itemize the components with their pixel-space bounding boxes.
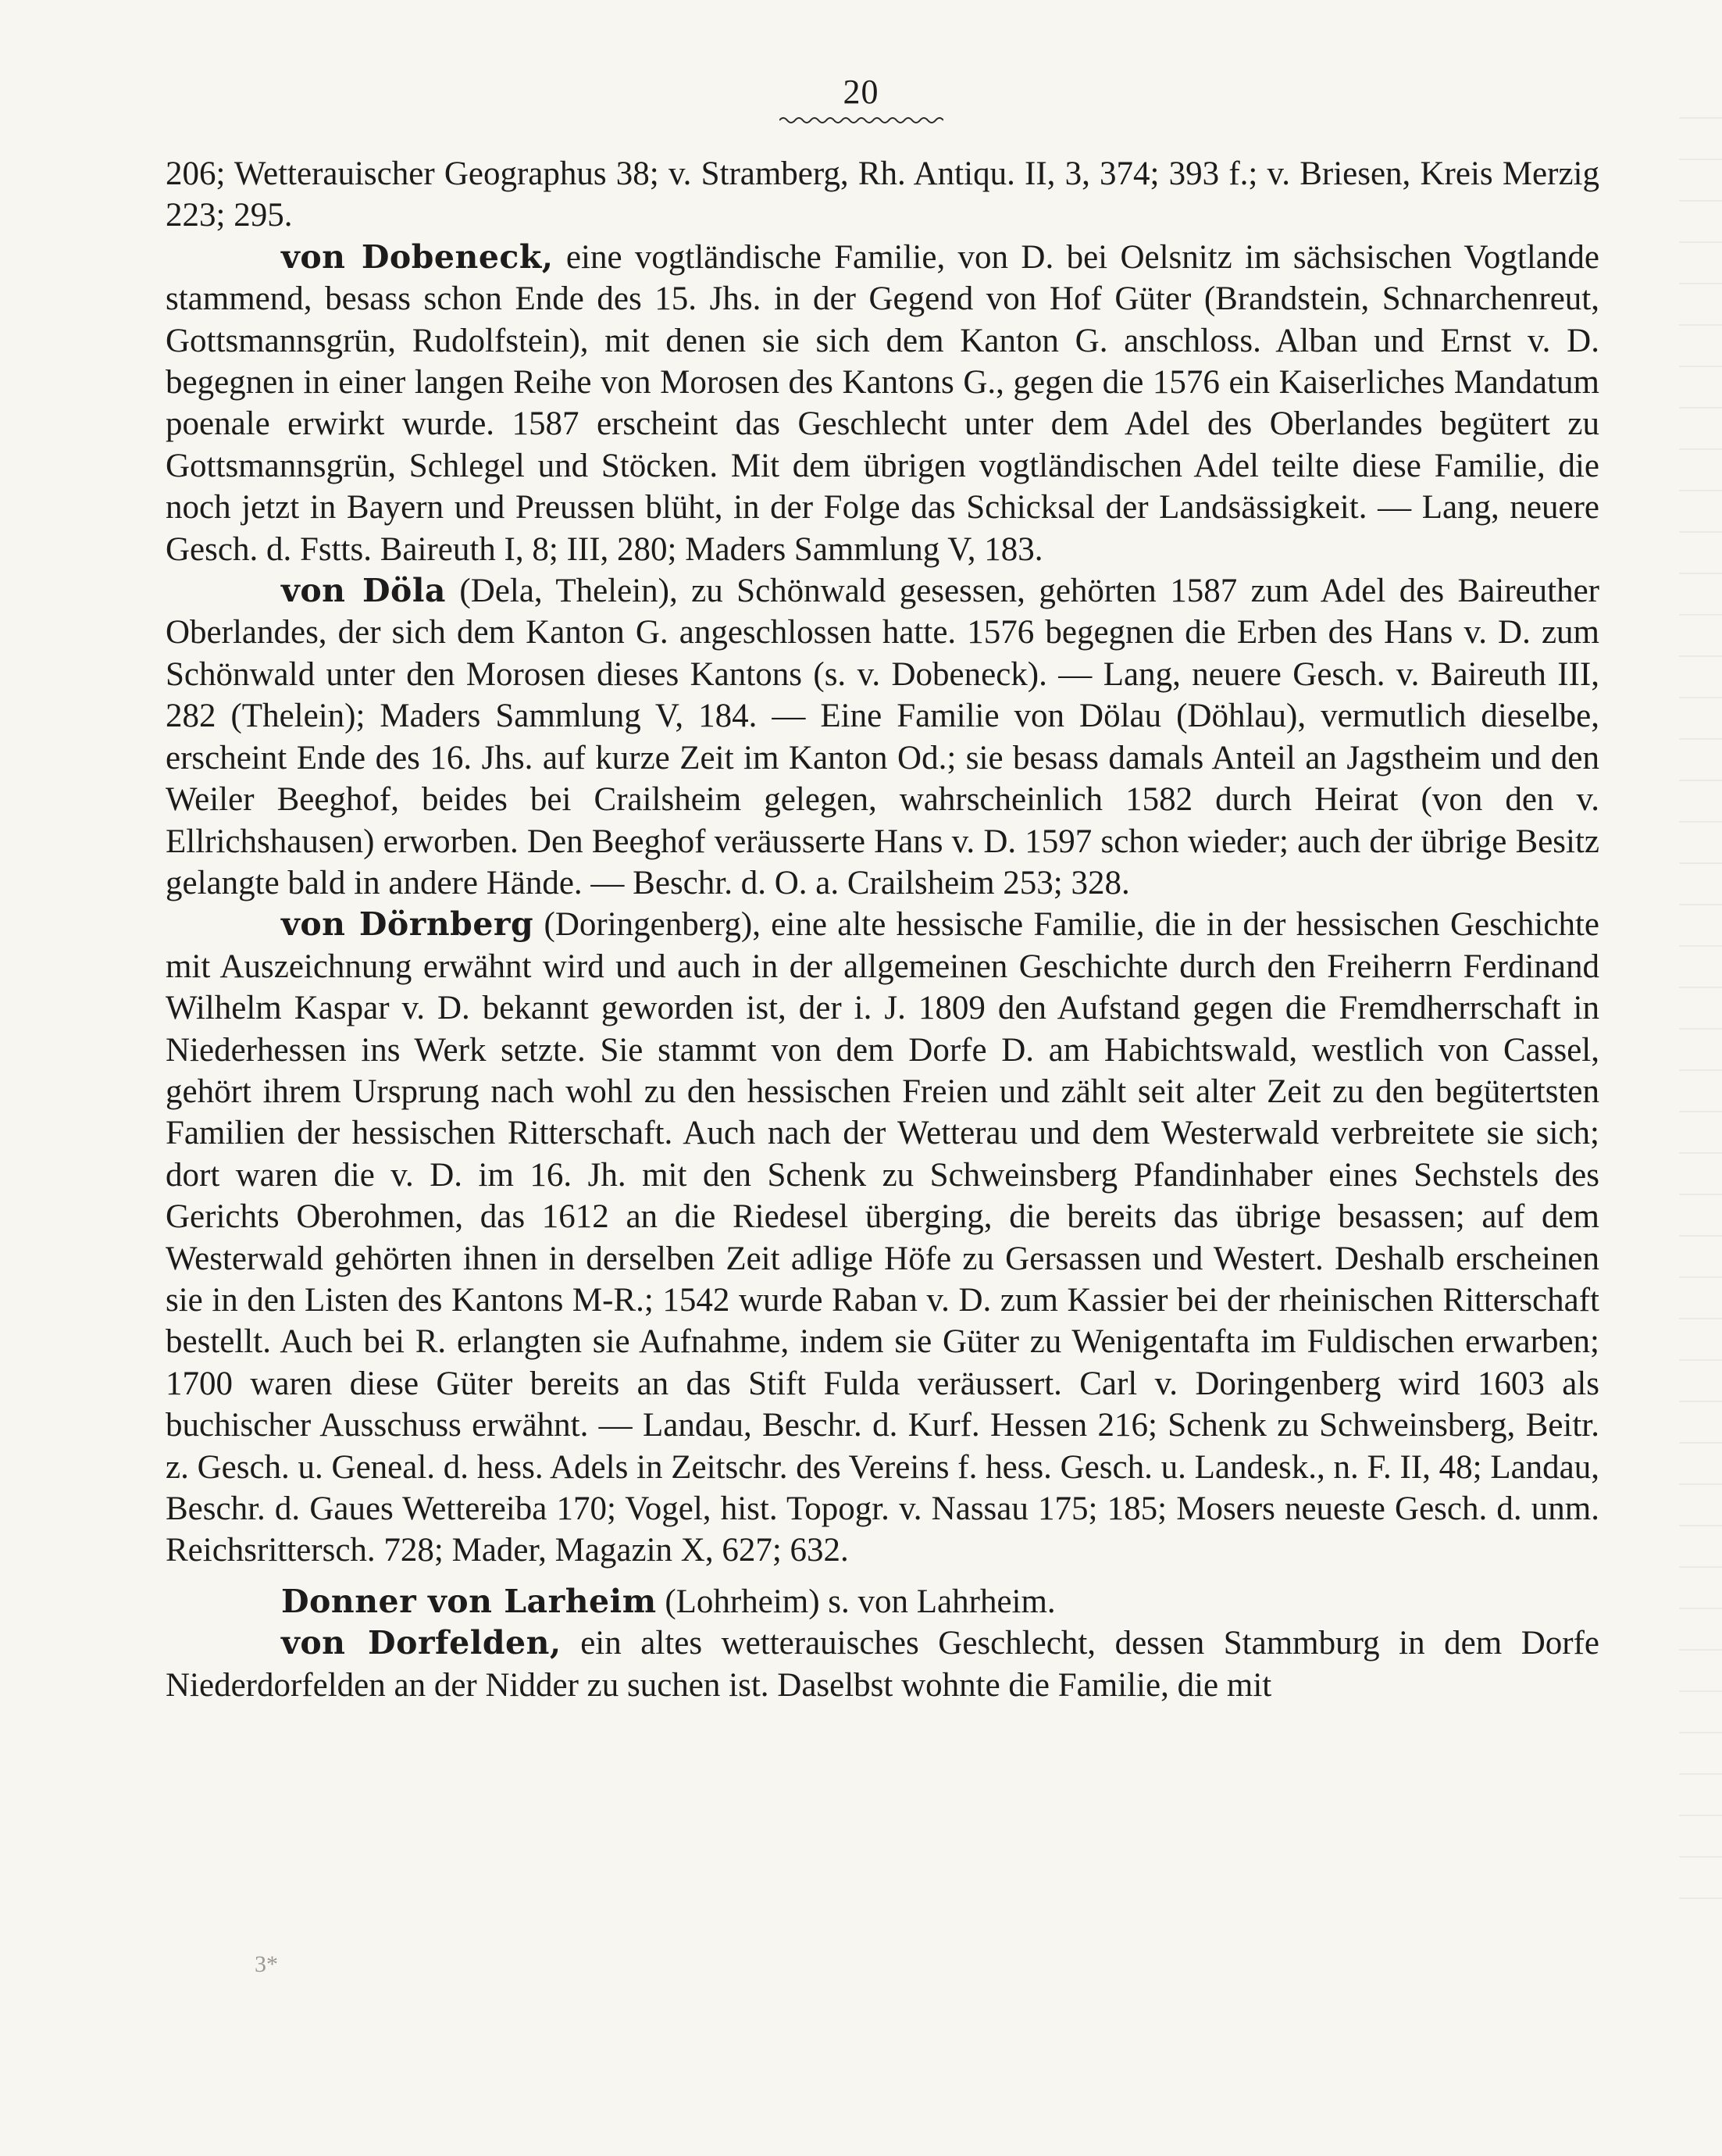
printer-signature: 3* xyxy=(255,1951,278,1977)
entry-headword: von Döla xyxy=(281,572,446,610)
show-through-texture xyxy=(1679,117,1722,1914)
entry-headword: Donner von Larheim xyxy=(281,1582,657,1620)
entry-continuation xyxy=(166,153,1599,237)
entry-donner-von-larheim xyxy=(166,1581,1599,1622)
entry-text: (Lohrheim) s. von Lahrheim. xyxy=(656,1583,1056,1620)
wavy-rule-ornament xyxy=(779,114,943,127)
page-header xyxy=(0,72,1722,127)
entry-von-doernberg xyxy=(166,904,1599,1572)
body-text xyxy=(166,153,1599,1706)
entry-von-dobeneck xyxy=(166,237,1599,570)
entry-headword: von Dorfelden, xyxy=(281,1624,562,1662)
entry-von-doela xyxy=(166,570,1599,904)
entry-text: (Doringenberg), eine alte hessische Familie, die in der hessischen Geschichte mit Auszeichnung erwähnt wird und auch in der allgemeinen Geschichte durch den Freiherrn Ferdinand Wilhelm Kaspar v. D. bekannt geworden ist, der i. J. 1809 den Aufstand gegen die Fremdherrschaft in Niederhessen ins Werk setzte. Sie stammt von dem Dorfe D. am Habichtswald, westlich von Cassel, gehört ihrem Ursprung nach wohl zu den hessischen Freien und zählt seit alter Zeit zu den begütertsten Familien der hessischen Ritterschaft. Auch nach der Wetterau und dem Westerwald verbreitete sie sich; dort waren die v. D. im 16. Jh. mit den Schenk zu Schweinsberg Pfandinhaber eines Sechstels des Gerichts Oberohmen, das 1612 an die Riedesel überging, die bereits das übrige besassen; auf dem Westerwald gehörten ihnen in derselben Zeit adlige Höfe zu Gersassen und Westert. Deshalb erscheinen sie in den Listen des Kantons M-R.; 1542 wurde Raban v. D. zum Kassier bei der rheinischen Ritterschaft bestellt. Auch bei R. erlangten sie Aufnahme, indem sie Güter zu Wenigentafta im Fuldischen erwarben; 1700 waren diese Güter bereits an das Stift Fulda veräussert. Carl v. Doringenberg wird 1603 als buchischer Ausschuss erwähnt. — Landau, Beschr. d. Kurf. Hessen 216; Schenk zu Schweinsberg, Beitr. z. Gesch. u. Geneal. d. hess. Adels in Zeitschr. des Vereins f. hess. Gesch. u. Landesk., n. F. II, 48; Landau, Beschr. d. Gaues Wettereiba 170; Vogel, hist. Topogr. v. Nassau 175; 185; Mosers neueste Gesch. d. unm. Reichsrittersch. 728; Mader, Magazin X, 627; 632. xyxy=(166,906,1600,1569)
entry-text: ein altes wetterauisches Geschlecht, dessen Stammburg in dem Dorfe Niederdorfelden an der Nidder zu suchen ist. Daselbst wohnte die Familie, die mit xyxy=(166,1625,1599,1704)
entry-text: eine vogtländische Familie, von D. bei Oelsnitz im sächsischen Vogtlande stammend, besass schon Ende des 15. Jhs. in der Gegend von Hof Güter (Brandstein, Schnarchenreut, Gottsmannsgrün, Rudolfstein), mit denen sie sich dem Kanton G. anschloss. Alban und Ernst v. D. begegnen in einer langen Reihe von Morosen des Kantons G., gegen die 1576 ein Kaiserliches Mandatum poenale erwirkt wurde. 1587 erscheint das Geschlecht unter dem Adel des Oberlandes begütert zu Gottsmannsgrün, Schlegel und Stöcken. Mit dem übrigen vogtländischen Adel teilte diese Familie, die noch jetzt in Bayern und Preussen blüht, in der Folge das Schicksal der Landsässigkeit. — Lang, neuere Gesch. d. Fstts. Baireuth I, 8; III, 280; Maders Sammlung V, 183. xyxy=(166,238,1599,568)
page-number: 20 xyxy=(843,73,879,111)
entry-text: 206; Wetterauischer Geographus 38; v. Stramberg, Rh. Antiqu. II, 3, 374; 393 f.; v. Briesen, Kreis Merzig 223; 295. xyxy=(166,155,1599,234)
entry-text: (Dela, Thelein), zu Schönwald gesessen, gehörten 1587 zum Adel des Baireuther Oberlandes, der sich dem Kanton G. angeschlossen hatte. 1576 begegnen die Erben des Hans v. D. zum Schönwald unter den Morosen dieses Kantons (s. v. Dobeneck). — Lang, neuere Gesch. v. Baireuth III, 282 (Thelein); Maders Sammlung V, 184. — Eine Familie von Dölau (Döhlau), vermutlich dieselbe, erscheint Ende des 16. Jhs. auf kurze Zeit im Kanton Od.; sie besass damals Anteil an Jagstheim und den Weiler Beeghof, beides bei Crailsheim gelegen, wahrscheinlich 1582 durch Heirat (von den v. Ellrichshausen) erworben. Den Beeghof veräusserte Hans v. D. 1597 schon wieder; auch der übrige Besitz gelangte bald in andere Hände. — Beschr. d. O. a. Crailsheim 253; 328. xyxy=(166,573,1599,901)
entry-von-dorfelden xyxy=(166,1622,1599,1706)
entry-headword: von Dörnberg xyxy=(281,905,534,944)
entry-headword: von Dobeneck, xyxy=(281,237,554,276)
